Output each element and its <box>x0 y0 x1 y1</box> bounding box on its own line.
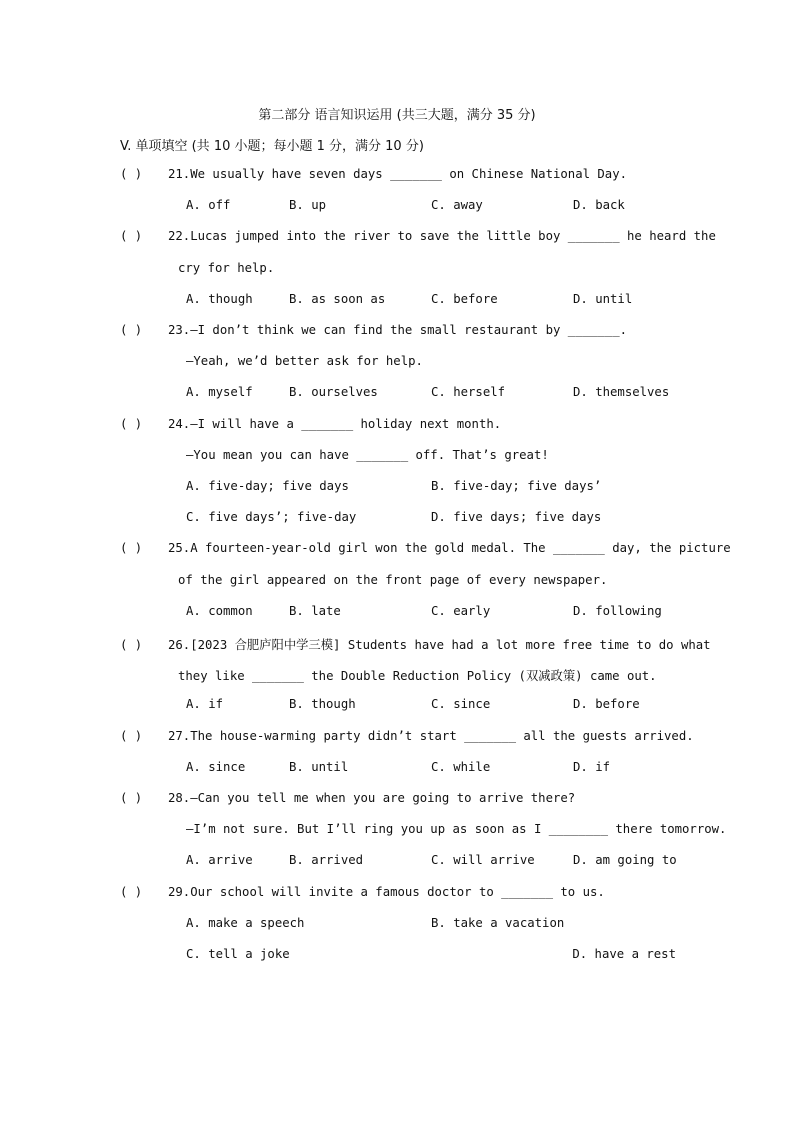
question-text-continuation: —I’m not sure. But I’ll ring you up as soon as I ________ there tomorrow. <box>186 822 727 837</box>
option[interactable]: D. five days; five days <box>431 510 602 525</box>
question-line <box>120 229 716 243</box>
options-row <box>186 510 676 528</box>
answer-paren: ( ) <box>120 884 143 899</box>
question-number: 21. <box>168 167 191 181</box>
question-number: 26. <box>168 638 191 652</box>
option[interactable]: A. arrive <box>186 853 253 868</box>
question-text-continuation: —You mean you can have _______ off. That’s great! <box>186 447 549 462</box>
option[interactable]: C. herself <box>431 385 506 400</box>
options-row <box>186 292 676 310</box>
answer-paren: ( ) <box>120 167 143 181</box>
option[interactable]: C. away <box>431 198 483 213</box>
option[interactable]: C. tell a joke <box>186 947 290 961</box>
option[interactable]: A. five-day; five days <box>186 479 349 493</box>
question-line <box>120 791 575 805</box>
option[interactable]: D. have a rest <box>572 947 676 961</box>
option[interactable]: A. if <box>186 697 224 712</box>
option[interactable]: C. will arrive <box>431 853 535 868</box>
question-text: —I don’t think we can find the small restaurant by _______. <box>190 323 628 337</box>
question-text: [2023 合肥庐阳中学三模] Students have had a lot more free time to do what <box>190 638 711 652</box>
question-line <box>120 885 605 899</box>
option[interactable]: B. up <box>289 198 327 213</box>
options-row <box>186 947 676 965</box>
answer-paren: ( ) <box>120 728 143 743</box>
option[interactable]: A. since <box>186 759 246 774</box>
question-number: 24. <box>168 416 191 431</box>
option[interactable]: D. following <box>573 603 662 618</box>
option[interactable]: C. before <box>431 291 498 306</box>
option[interactable]: A. off <box>186 198 231 213</box>
option[interactable]: A. make a speech <box>186 915 305 930</box>
option[interactable]: D. back <box>573 198 625 213</box>
question-text-continuation: —Yeah, we’d better ask for help. <box>186 354 423 369</box>
option[interactable]: D. until <box>573 291 633 306</box>
options-row <box>186 697 676 715</box>
question-text: Our school will invite a famous doctor to _______ to us. <box>190 884 605 899</box>
answer-paren: ( ) <box>120 323 143 337</box>
question-number: 29. <box>168 884 191 899</box>
question-number: 23. <box>168 323 191 337</box>
question-line <box>120 729 694 743</box>
option[interactable]: C. since <box>431 697 491 712</box>
option[interactable]: D. before <box>573 697 640 712</box>
question-number: 28. <box>168 791 191 805</box>
option[interactable]: B. though <box>289 697 356 712</box>
question-text: We usually have seven days _______ on Chinese National Day. <box>190 167 628 181</box>
question-text-continuation: they like _______ the Double Reduction Policy (双减政策) came out. <box>178 669 657 684</box>
option[interactable]: A. common <box>186 603 253 618</box>
part-title: 第二部分 语言知识运用 (共三大题，满分 35 分) <box>258 108 536 123</box>
options-row <box>186 385 676 403</box>
option[interactable]: B. ourselves <box>289 385 378 400</box>
option[interactable]: D. am going to <box>573 853 677 868</box>
question-text: —Can you tell me when you are going to arrive there? <box>190 791 576 805</box>
question-line <box>120 323 627 337</box>
question-text: The house-warming party didn’t start _______ all the guests arrived. <box>190 728 694 743</box>
question-number: 25. <box>168 541 191 556</box>
option[interactable]: C. while <box>431 759 491 774</box>
question-text: —I will have a _______ holiday next month. <box>190 416 502 431</box>
options-row <box>186 853 676 871</box>
answer-paren: ( ) <box>120 638 143 652</box>
answer-paren: ( ) <box>120 791 143 805</box>
option[interactable]: D. if <box>573 759 611 774</box>
question-line <box>120 635 711 653</box>
section-heading: V. 单项填空 (共 10 小题；每小题 1 分，满分 10 分) <box>120 139 424 154</box>
option[interactable]: A. though <box>186 291 253 306</box>
question-text-continuation: of the girl appeared on the front page of every newspaper. <box>178 572 608 587</box>
answer-paren: ( ) <box>120 416 143 431</box>
question-number: 27. <box>168 728 191 743</box>
question-text: Lucas jumped into the river to save the little boy _______ he heard the <box>190 229 716 244</box>
options-row <box>186 604 676 622</box>
option[interactable]: C. five days’; five-day <box>186 510 357 525</box>
question-line <box>120 417 501 431</box>
option[interactable]: A. myself <box>186 385 253 400</box>
question-line <box>120 541 731 555</box>
option[interactable]: B. until <box>289 759 349 774</box>
options-row <box>186 916 676 934</box>
option[interactable]: B. as soon as <box>289 291 386 306</box>
option[interactable]: C. early <box>431 603 491 618</box>
option[interactable]: B. arrived <box>289 853 364 868</box>
option[interactable]: B. five-day; five days’ <box>431 479 602 493</box>
answer-paren: ( ) <box>120 229 143 244</box>
options-row <box>186 479 676 497</box>
option[interactable]: B. take a vacation <box>431 915 565 930</box>
options-row <box>186 760 676 778</box>
answer-paren: ( ) <box>120 541 143 556</box>
question-line <box>120 167 627 181</box>
question-text-continuation: cry for help. <box>178 260 275 275</box>
question-number: 22. <box>168 229 191 244</box>
option[interactable]: D. themselves <box>573 385 670 400</box>
options-row <box>186 198 676 216</box>
option[interactable]: B. late <box>289 603 341 618</box>
question-text: A fourteen-year-old girl won the gold medal. The _______ day, the picture <box>190 541 731 556</box>
